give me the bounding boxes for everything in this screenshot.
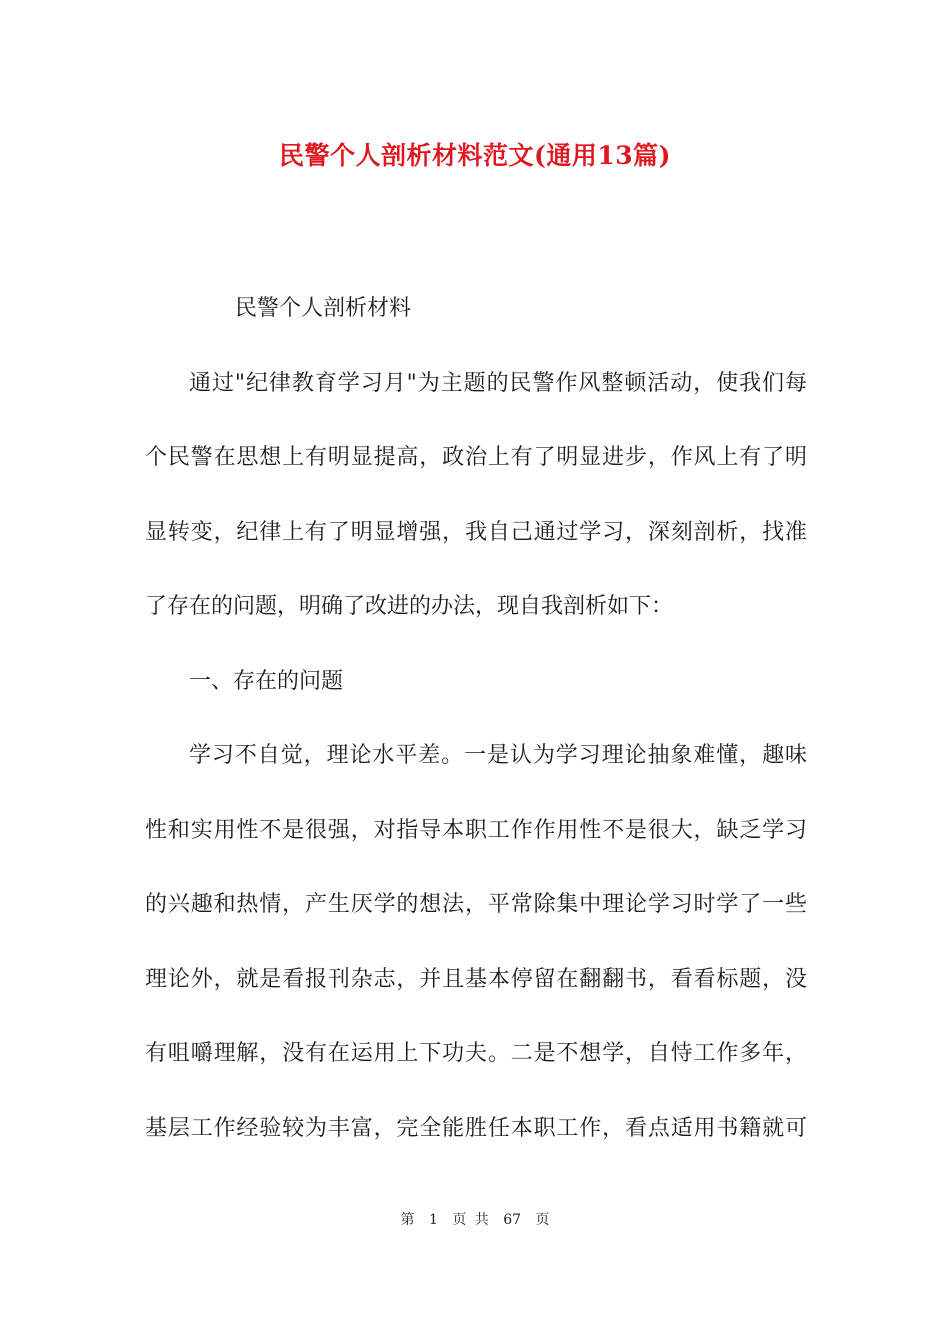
footer-page-number: 1 xyxy=(428,1212,438,1228)
document-title: 民警个人剖析材料范文(通用13篇) xyxy=(279,141,671,170)
section-heading: 一、存在的问题 xyxy=(189,668,344,694)
paragraph-line: 性和实用性不是很强，对指导本职工作作用性不是很大，缺乏学习 xyxy=(145,817,807,843)
footer-suffix: 页 xyxy=(535,1212,550,1228)
footer-prefix: 第 xyxy=(400,1212,415,1228)
document-body xyxy=(145,272,807,1166)
paragraph-line: 显转变，纪律上有了明显增强，我自己通过学习，深刻剖析，找准 xyxy=(145,519,807,545)
page-footer xyxy=(0,1209,950,1229)
section-heading: 民警个人剖析材料 xyxy=(235,296,412,321)
paragraph-line: 学习不自觉，理论水平差。一是认为学习理论抽象难懂，趣味 xyxy=(189,743,807,768)
paragraph-line: 基层工作经验较为丰富，完全能胜任本职工作，看点适用书籍就可 xyxy=(145,1115,807,1141)
paragraph-line: 理论外，就是看报刊杂志，并且基本停留在翻翻书，看看标题，没 xyxy=(145,966,807,992)
paragraph-line: 通过"纪律教育学习月"为主题的民警作风整顿活动，使我们每 xyxy=(189,370,807,396)
paragraph-line: 了存在的问题，明确了改进的办法，现自我剖析如下： xyxy=(145,594,674,619)
footer-middle: 页 共 xyxy=(452,1212,489,1228)
paragraph-line: 个民警在思想上有明显提高，政治上有了明显进步，作风上有了明 xyxy=(145,445,807,470)
footer-total-pages: 67 xyxy=(503,1212,522,1228)
paragraph-line: 的兴趣和热情，产生厌学的想法，平常除集中理论学习时学了一些 xyxy=(145,892,807,917)
paragraph-line: 有咀嚼理解，没有在运用上下功夫。二是不想学，自恃工作多年， xyxy=(145,1041,807,1066)
